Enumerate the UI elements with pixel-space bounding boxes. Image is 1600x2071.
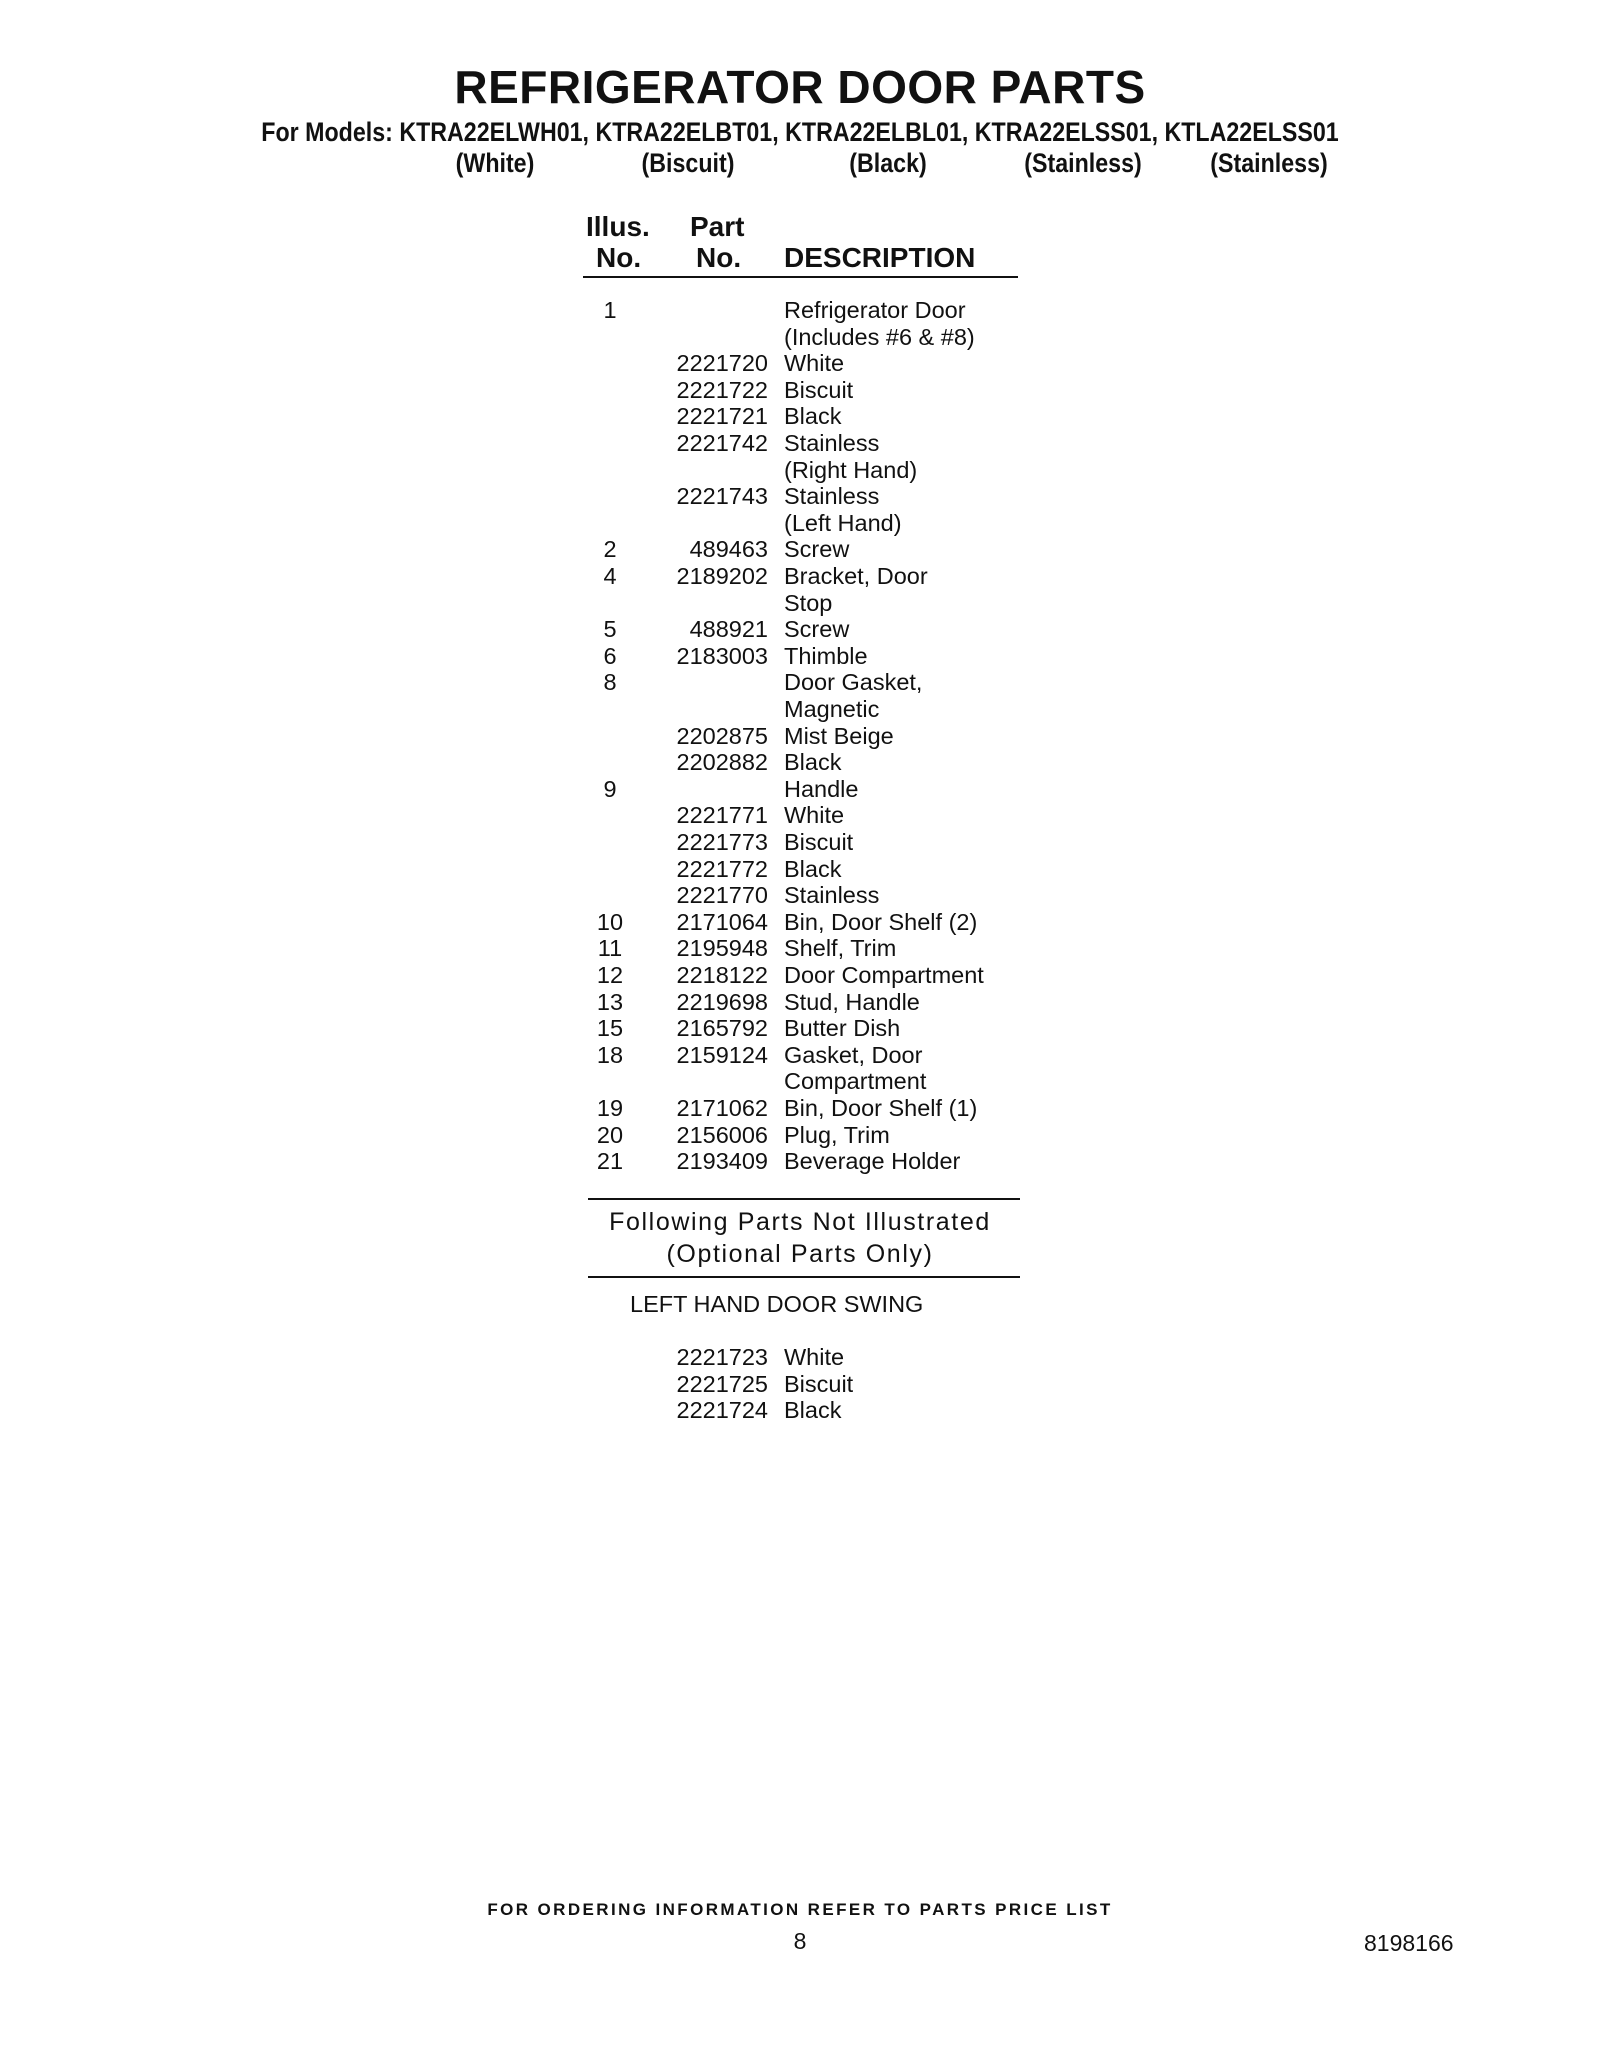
not-illustrated-line1: Following Parts Not Illustrated [609,1208,991,1236]
illus-number: 9 [603,775,617,802]
illus-number: 5 [603,616,617,643]
illus-header-line2: No. [596,242,642,273]
table-row [0,297,1600,324]
part-description: (Left Hand) [784,509,902,536]
illus-number: 10 [596,908,624,935]
part-number: 2156006 [676,1121,768,1148]
table-row [0,1068,1600,1095]
part-description: Bin, Door Shelf (1) [784,1095,978,1121]
part-number: 2193409 [676,1148,768,1175]
illus-number: 1 [603,297,617,323]
part-description: Plug, Trim [784,1121,890,1148]
illus-number: 21 [596,1148,624,1175]
table-row [0,616,1600,643]
part-number: 2165792 [676,1015,768,1042]
part-number: 2221770 [676,882,768,909]
part-number: 2171064 [676,908,768,935]
part-header-line2: No. [696,242,742,273]
page-title: REFRIGERATOR DOOR PARTS [454,61,1146,113]
part-number: 2221724 [676,1397,768,1424]
part-description: Biscuit [784,376,854,403]
part-number: 2221722 [676,376,768,403]
part-number: 2221725 [676,1370,768,1397]
part-description: White [784,350,845,377]
part-number: 488921 [689,616,768,643]
part-description: Black [784,749,842,776]
table-row [0,802,1600,829]
part-number: 2221771 [676,802,768,829]
table-row [0,563,1600,590]
part-description: (Right Hand) [784,456,918,483]
not-illustrated-top-rule [588,1198,1020,1200]
table-row [0,829,1600,856]
part-description: Mist Beige [784,722,894,749]
part-description: (Includes #6 & #8) [784,323,975,350]
ordering-note: FOR ORDERING INFORMATION REFER TO PARTS PRICE LIST [487,1900,1113,1919]
part-number: 2195948 [676,935,768,962]
part-description: Refrigerator Door [784,297,966,323]
part-description: Bin, Door Shelf (2) [784,908,978,935]
table-row [0,430,1600,457]
part-description: Compartment [784,1068,927,1095]
illus-number: 18 [596,1041,624,1068]
table-row [0,1122,1600,1149]
table-row [0,962,1600,989]
part-description: Handle [784,775,859,802]
part-number: 2171062 [676,1095,768,1121]
model-color-white: (White) [455,148,535,178]
model-color-black: (Black) [849,148,927,178]
part-number: 2221772 [676,855,768,882]
document-number: 8198166 [1364,1930,1454,1956]
part-description: Black [784,855,842,882]
illus-number: 20 [596,1121,624,1148]
table-row [0,909,1600,936]
table-row [0,457,1600,484]
table-row [0,749,1600,776]
table-row [0,1397,1600,1424]
part-number: 2221743 [676,483,768,510]
table-row [0,696,1600,723]
illus-number: 15 [596,1015,624,1042]
part-description: Shelf, Trim [784,935,897,962]
part-description: Beverage Holder [784,1148,961,1175]
part-number: 2183003 [676,642,768,669]
part-number: 2221742 [676,430,768,456]
table-row [0,403,1600,430]
part-description: Black [784,403,842,430]
part-description: Stainless [784,430,880,456]
part-description: White [784,1344,845,1370]
part-description: Door Compartment [784,962,984,988]
table-row [0,1095,1600,1122]
table-row [0,776,1600,803]
illus-header-line1: Illus. [586,211,650,242]
part-number: 2221723 [676,1344,768,1370]
part-number: 2159124 [676,1041,768,1068]
model-color-stainless-1: (Stainless) [1024,148,1142,178]
part-description: Door Gasket, [784,669,923,696]
table-row [0,590,1600,617]
table-row [0,1042,1600,1069]
table-row [0,324,1600,351]
table-row [0,1148,1600,1175]
part-header-line1: Part [690,211,745,242]
part-number: 2202875 [676,722,768,749]
part-description: Biscuit [784,829,854,855]
illus-number: 8 [603,669,617,696]
part-description: Black [784,1397,842,1424]
part-number: 2221720 [676,350,768,377]
optional-section-label: LEFT HAND DOOR SWING [630,1291,924,1317]
not-illustrated-bottom-rule [588,1276,1020,1278]
part-description: Gasket, Door [784,1041,923,1068]
part-description: Stop [784,589,833,616]
table-row [0,1344,1600,1371]
illus-number: 6 [603,642,617,669]
table-row [0,377,1600,404]
part-description: Screw [784,616,850,643]
part-description: Magnetic [784,696,880,722]
part-number: 2218122 [676,962,768,988]
table-row [0,856,1600,883]
table-row [0,669,1600,696]
table-row [0,882,1600,909]
header-rule [583,276,1018,278]
part-number: 2221773 [676,829,768,855]
table-row [0,935,1600,962]
part-description: Stainless [784,483,880,510]
models-line: For Models: KTRA22ELWH01, KTRA22ELBT01, KTRA22ELBL01, KTRA22ELSS01, KTLA22ELSS01 [261,117,1339,147]
model-color-biscuit: (Biscuit) [641,148,735,178]
part-description: Butter Dish [784,1015,901,1042]
part-description: Biscuit [784,1370,854,1397]
illus-number: 4 [603,563,617,589]
part-number: 2219698 [676,988,768,1015]
table-row [0,643,1600,670]
table-row [0,350,1600,377]
model-color-stainless-2: (Stainless) [1210,148,1328,178]
illus-number: 11 [597,935,623,962]
illus-number: 2 [603,536,617,563]
part-number: 2202882 [676,749,768,776]
page-number: 8 [793,1928,807,1954]
table-row [0,989,1600,1016]
illus-number: 13 [596,988,624,1015]
table-row [0,510,1600,537]
part-description: Screw [784,536,850,563]
part-description: Stud, Handle [784,988,920,1015]
part-description: Stainless [784,882,880,909]
part-number: 2221721 [676,403,768,430]
part-description: White [784,802,845,829]
part-description: Bracket, Door [784,563,928,589]
part-description: Thimble [784,642,868,669]
description-header: DESCRIPTION [784,242,976,273]
table-row [0,1371,1600,1398]
model-colors [0,150,1600,182]
not-illustrated-line2: (Optional Parts Only) [666,1240,934,1268]
illus-number: 12 [596,962,624,988]
part-number: 2189202 [676,563,768,589]
table-row [0,536,1600,563]
table-row [0,483,1600,510]
table-row [0,723,1600,750]
illus-number: 19 [596,1095,624,1121]
part-number: 489463 [689,536,768,563]
table-row [0,1015,1600,1042]
